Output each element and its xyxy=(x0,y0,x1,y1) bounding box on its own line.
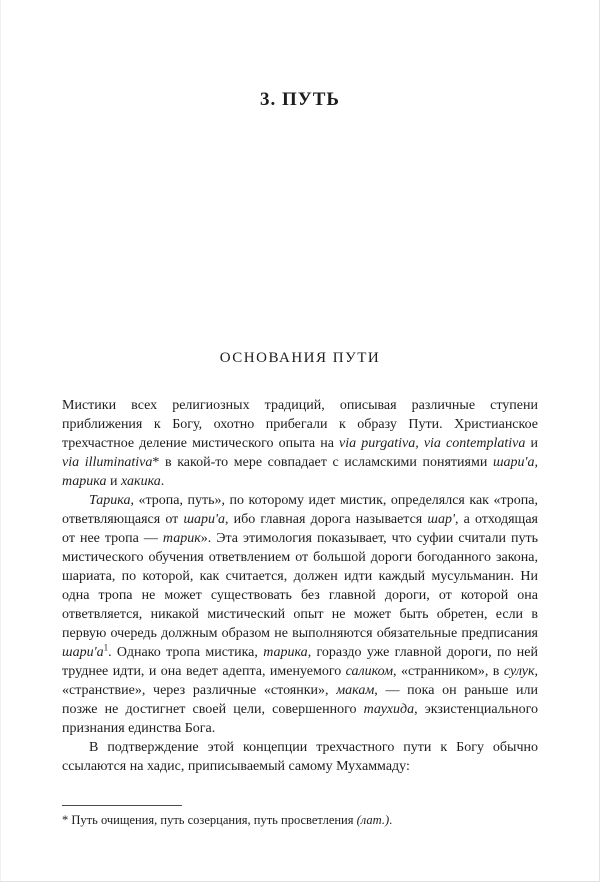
body-text xyxy=(62,396,538,776)
italic-term: тарика xyxy=(263,645,308,660)
text-run: и xyxy=(525,436,538,451)
italic-term: шар' xyxy=(427,512,455,527)
text-run: , «странником», в xyxy=(393,664,504,679)
text-run: и xyxy=(106,474,121,489)
italic-term: via purgativa, via contemplativa xyxy=(339,436,526,451)
italic-term: хакика xyxy=(120,474,161,489)
italic-term: via illuminativa xyxy=(62,455,153,470)
text-run: . xyxy=(160,474,165,489)
italic-term: саликом xyxy=(345,664,394,679)
text-run: ». Эта этимология показывает, что суфии считали путь мистического обучения ответвлением от большой дороги богоданного закона, шариата, по которой, как считается, должен идти каждый мусульманин. Ни одна тропа не может существовать без главной дороги, от которой она ответвляется, никакой мистический опыт не может быть обретен, если в первую очередь должным образом не выполняются обязательные предписания xyxy=(62,531,538,641)
text-run: . xyxy=(389,813,393,827)
chapter-title: 3. ПУТЬ xyxy=(260,89,340,110)
italic-term: тарик xyxy=(162,531,201,546)
text-run: В подтверждение этой концепции трехчастного пути к Богу обычно ссылаются на хадис, приписываемый самому Мухаммаду: xyxy=(62,740,538,774)
footnote-divider xyxy=(62,805,182,806)
footnote xyxy=(62,812,538,828)
text-run: , гораздо уже главной дороги, по ней труднее идти, и она ведет адепта, именуемого xyxy=(62,645,538,679)
text-run: , — пока он раньше или позже не достигнет своей цели, совершенного xyxy=(62,683,539,717)
italic-term: таухида xyxy=(363,702,415,717)
footnote-reference: 1 xyxy=(103,642,109,653)
body-paragraph xyxy=(62,738,538,776)
italic-term: макам xyxy=(336,683,375,698)
italic-term: шари'а xyxy=(183,512,225,527)
body-paragraph xyxy=(62,491,538,738)
footnote-block xyxy=(62,805,538,828)
italic-term: сулук xyxy=(503,664,535,679)
italic-term: Тарика xyxy=(89,493,131,508)
text-run: * в какой-то мере совпадает с исламскими понятиями xyxy=(152,455,493,470)
italic-term: шари'а xyxy=(62,645,104,660)
text-run: , ибо главная дорога называется xyxy=(225,512,428,527)
text-run: Мистики всех религиозных традиций, описывая различные ступени приближения к Богу, охотно прибегали к образу Пути. Христианское трехчастное деление мистического опыта на xyxy=(62,398,538,451)
text-run: , «тропа, путь», по которому идет мистик, определялся как «тропа, ответвляющаяся от xyxy=(62,493,538,527)
body-paragraph xyxy=(62,396,538,491)
italic-term: шари'а, тарика xyxy=(62,455,539,489)
text-run: , экзистенциального признания единства Бога. xyxy=(62,702,538,736)
text-run: , а отходящая от нее тропа — xyxy=(62,512,538,546)
text-run: . Однако тропа мистика, xyxy=(108,645,264,660)
text-run: , «странствие», через различные «стоянки», xyxy=(62,664,538,698)
section-heading: ОСНОВАНИЯ ПУТИ xyxy=(219,350,381,366)
italic-term: (лат.) xyxy=(356,813,390,827)
text-run: * Путь очищения, путь созерцания, путь просветления xyxy=(62,813,357,827)
